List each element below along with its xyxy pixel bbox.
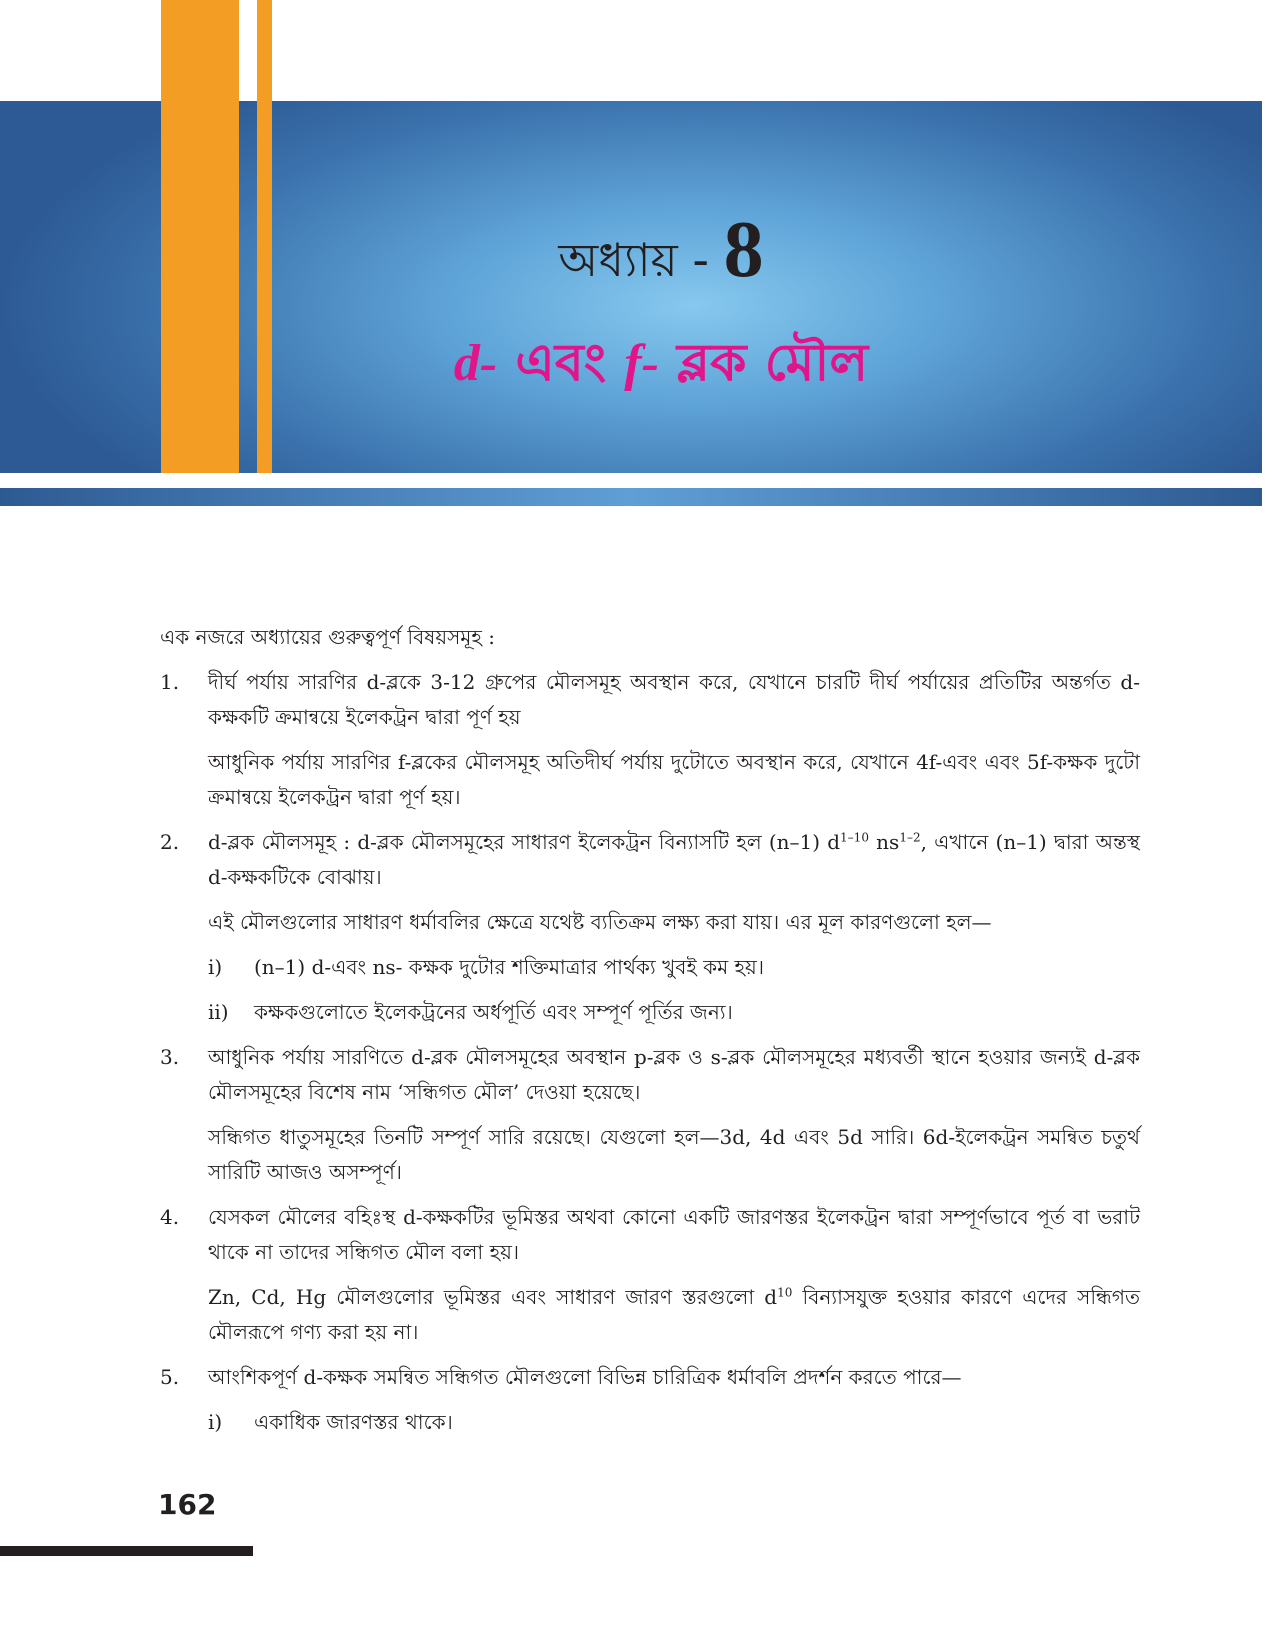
footer-rule [0,1546,253,1556]
item-paragraph: সন্ধিগত ধাতুসমূহের তিনটি সম্পূর্ণ সারি রয়েছে। যেগুলো হল—3d, 4d এবং 5d সারি। 6d-ইলেকট্রন সমন্বিত চতুর্থ সারিটি আজও অসম্পূর্ণ। [208,1125,1140,1184]
item-paragraph [208,1280,1140,1350]
text-run: , এখানে (n–1) দ্বারা অন্তস্থ d-কক্ষকটিকে বোঝায়। [208,830,1140,889]
item-paragraph: আধুনিক পর্যায় সারণির f-ব্লকের মৌলসমূহ অতিদীর্ঘ পর্যায় দুটোতে অবস্থান করে, যেখানে 4f-এবং এবং 5f-কক্ষক দুটো ক্রমান্বয়ে ইলেকট্রন দ্বারা পূর্ণ হয়। [208,750,1140,809]
sub-item [208,1405,1140,1440]
subtitle-mid: এবং [515,333,607,393]
sub-item-marker: i) [208,955,223,979]
sub-item-text: (n–1) d-এবং ns- কক্ষক দুটোর শক্তিমাত্রার পার্থক্য খুবই কম হয়। [254,955,764,979]
list-item [160,825,1140,1030]
sub-item-text: কক্ষকগুলোতে ইলেকট্রনের অর্ধপূর্তি এবং সম্পূর্ণ পূর্তির জন্য। [254,1000,733,1024]
sub-item-marker: ii) [208,1000,229,1024]
text-run: বিন্যাসযুক্ত হওয়ার কারণে এদের সন্ধিগত মৌলরূপে গণ্য করা হয় না। [208,1285,1140,1344]
item-number: 3. [160,1045,180,1069]
list-item [160,665,1140,815]
item-paragraph: এই মৌলগুলোর সাধারণ ধর্মাবলির ক্ষেত্রে যথেষ্ট ব্যতিক্রম লক্ষ্য করা যায়। এর মূল কারণগুলো হল— [208,910,992,934]
superscript: 1–2 [899,830,921,845]
item-paragraph [208,825,1140,895]
text-run: d-ব্লক মৌলসমূহ : d-ব্লক মৌলসমূহের সাধারণ ইলেকট্রন বিন্যাসটি হল (n–1) d [208,830,841,854]
list-item [160,1360,1140,1440]
chapter-title [0,205,1262,302]
item-number: 2. [160,830,180,854]
chapter-summary [160,620,1140,1450]
subtitle-d: d- [453,335,498,392]
chapter-number: 8 [723,206,764,294]
chapter-subtitle [0,322,1262,409]
subtitle-end: ব্লক মৌল [677,333,869,393]
item-paragraph: দীর্ঘ পর্যায় সারণির d-ব্লকে 3-12 গ্রুপের মৌলসমূহ অবস্থান করে, যেখানে চারটি দীর্ঘ পর্যায়ের প্রতিটির অন্তর্গত d-কক্ষকটি ক্রমান্বয়ে ইলেকট্রন দ্বারা পূর্ণ হয় [208,670,1140,729]
superscript: 1–10 [840,830,869,845]
list-item [160,1040,1140,1190]
item-paragraph: যেসকল মৌলের বহিঃস্থ d-কক্ষকটির ভূমিস্তর অথবা কোনো একটি জারণস্তর ইলেকট্রন দ্বারা সম্পূর্ণভাবে পূর্ত বা ভরাট থাকে না তাদের সন্ধিগত মৌল বলা হয়। [208,1205,1140,1264]
superscript: 10 [777,1285,793,1300]
banner-bottom-band [0,488,1262,506]
sub-item-text: একাধিক জারণস্তর থাকে। [254,1410,453,1434]
summary-intro: এক নজরে অধ্যায়ের গুরুত্বপূর্ণ বিষয়সমূহ : [160,625,496,649]
item-number: 4. [160,1205,180,1229]
item-number: 1. [160,670,180,694]
item-paragraph: আধুনিক পর্যায় সারণিতে d-ব্লক মৌলসমূহের অবস্থান p-ব্লক ও s-ব্লক মৌলসমূহের মধ্যবর্তী স্থানে হওয়ার জন্যই d-ব্লক মৌলসমূহের বিশেষ নাম ‘সন্ধিগত মৌল’ দেওয়া হয়েছে। [208,1045,1140,1104]
sub-item [208,995,1140,1030]
item-number: 5. [160,1365,180,1389]
text-run: Zn, Cd, Hg মৌলগুলোর ভূমিস্তর এবং সাধারণ জারণ স্তরগুলো d [208,1285,778,1309]
item-paragraph: আংশিকপূর্ণ d-কক্ষক সমন্বিত সন্ধিগত মৌলগুলো বিভিন্ন চারিত্রিক ধর্মাবলি প্রদর্শন করতে পারে— [208,1365,962,1389]
subtitle-f: f- [624,335,659,392]
page-number: 162 [158,1488,217,1521]
sub-item [208,950,1140,985]
text-run: ns [868,830,900,854]
sub-item-marker: i) [208,1410,223,1434]
list-item [160,1200,1140,1350]
chapter-word: অধ্যায় - [558,233,709,287]
